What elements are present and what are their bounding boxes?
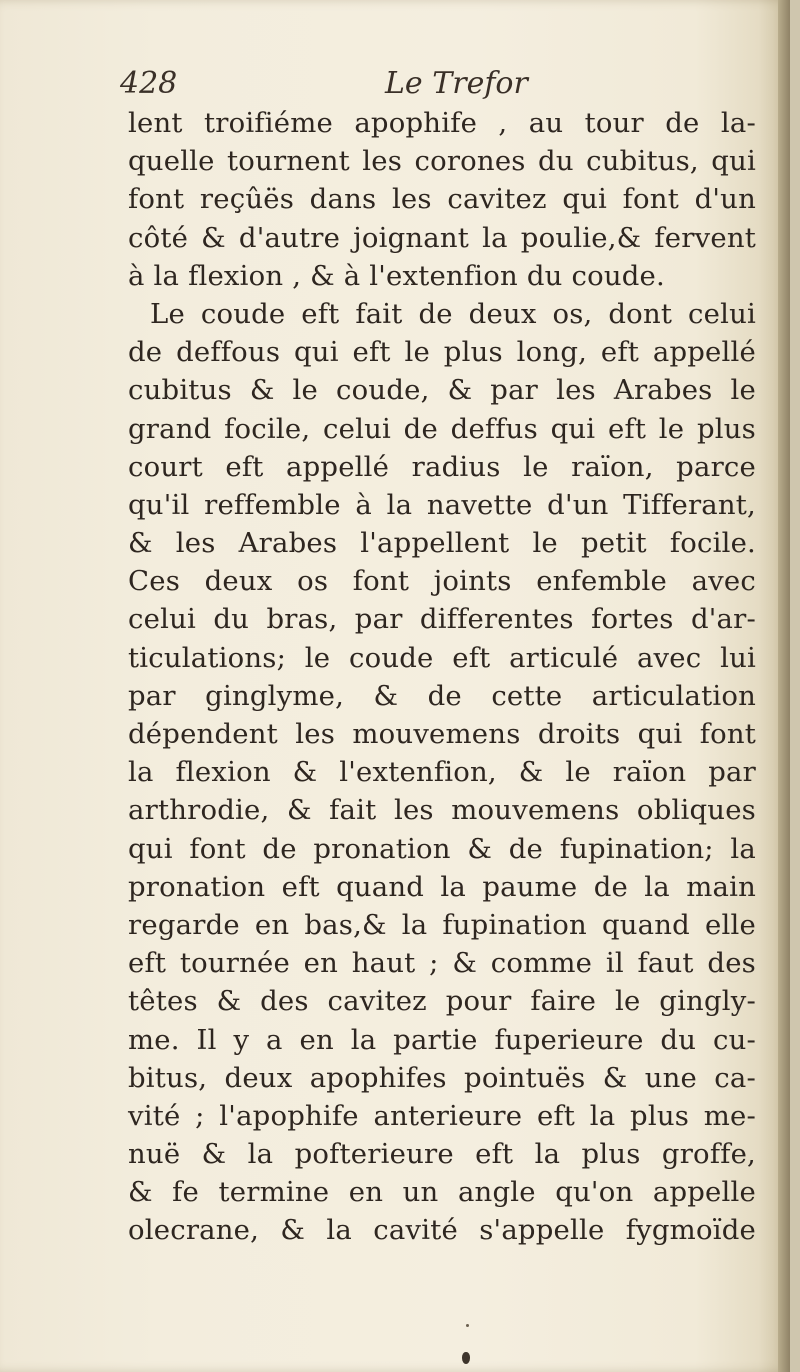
text-line: celui du bras, par differentes fortes d'ar-	[128, 603, 756, 636]
text-line: court eft appellé radius le raïon, parce	[128, 450, 756, 483]
text-line: me. Il y a en la partie fuperieure du cu-	[128, 1023, 756, 1056]
text-line: qui font de pronation & de fupination; la	[128, 832, 756, 865]
page-header	[120, 66, 760, 106]
text-line: vité ; l'apophife anterieure eft la plus me-	[128, 1099, 756, 1132]
text-line: qu'il reffemble à la navette d'un Tifferant,	[128, 488, 756, 521]
text-line: regarde en bas,& la fupination quand elle	[128, 908, 756, 941]
text-line: têtes & des cavitez pour faire le gingly-	[128, 985, 756, 1018]
text-line: bitus, deux apophifes pointuës & une ca-	[128, 1061, 756, 1094]
ink-mark	[462, 1352, 470, 1364]
text-line: pronation eft quand la paume de la main	[128, 870, 756, 903]
text-line: cubitus & le coude, & par les Arabes le	[128, 374, 756, 407]
text-line: eft tournée en haut ; & comme il faut des	[128, 947, 756, 980]
body-text	[128, 104, 756, 1250]
text-line: nuë & la pofterieure eft la plus groffe,	[128, 1138, 756, 1171]
text-line: quelle tournent les corones du cubitus, qui	[128, 145, 756, 178]
text-line: dépendent les mouvemens droits qui font	[128, 718, 756, 750]
text-line: Ces deux os font joints enfemble avec	[128, 565, 756, 598]
text-line: lent troifiéme apophife , au tour de la-	[128, 107, 756, 139]
page-number: 428	[120, 66, 178, 101]
text-line: grand focile, celui de deffus qui eft le plus	[128, 412, 756, 445]
running-head: Le Trefor	[385, 66, 528, 101]
text-line: & fe termine en un angle qu'on appelle	[128, 1176, 756, 1209]
text-line: Le coude eft fait de deux os, dont celui	[150, 297, 756, 330]
page-edge	[778, 0, 790, 1372]
text-line: font reçûës dans les cavitez qui font d'un	[128, 183, 756, 216]
text-line: ticulations; le coude eft articulé avec lui	[128, 641, 756, 674]
text-line: arthrodie, & fait les mouvemens obliques	[128, 794, 756, 827]
text-line: à la flexion , & à l'extenfion du coude.	[128, 259, 665, 292]
ink-speck	[466, 1324, 469, 1327]
text-line: côté & d'autre joignant la poulie,& fervent	[128, 221, 756, 254]
text-line: olecrane, & la cavité s'appelle fygmoïde	[128, 1214, 756, 1247]
text-line: la flexion & l'extenfion, & le raïon par	[128, 756, 756, 789]
text-line: de deffous qui eft le plus long, eft appellé	[128, 336, 756, 369]
text-line: & les Arabes l'appellent le petit focile.	[128, 527, 756, 560]
text-line: par ginglyme, & de cette articulation	[128, 679, 756, 712]
